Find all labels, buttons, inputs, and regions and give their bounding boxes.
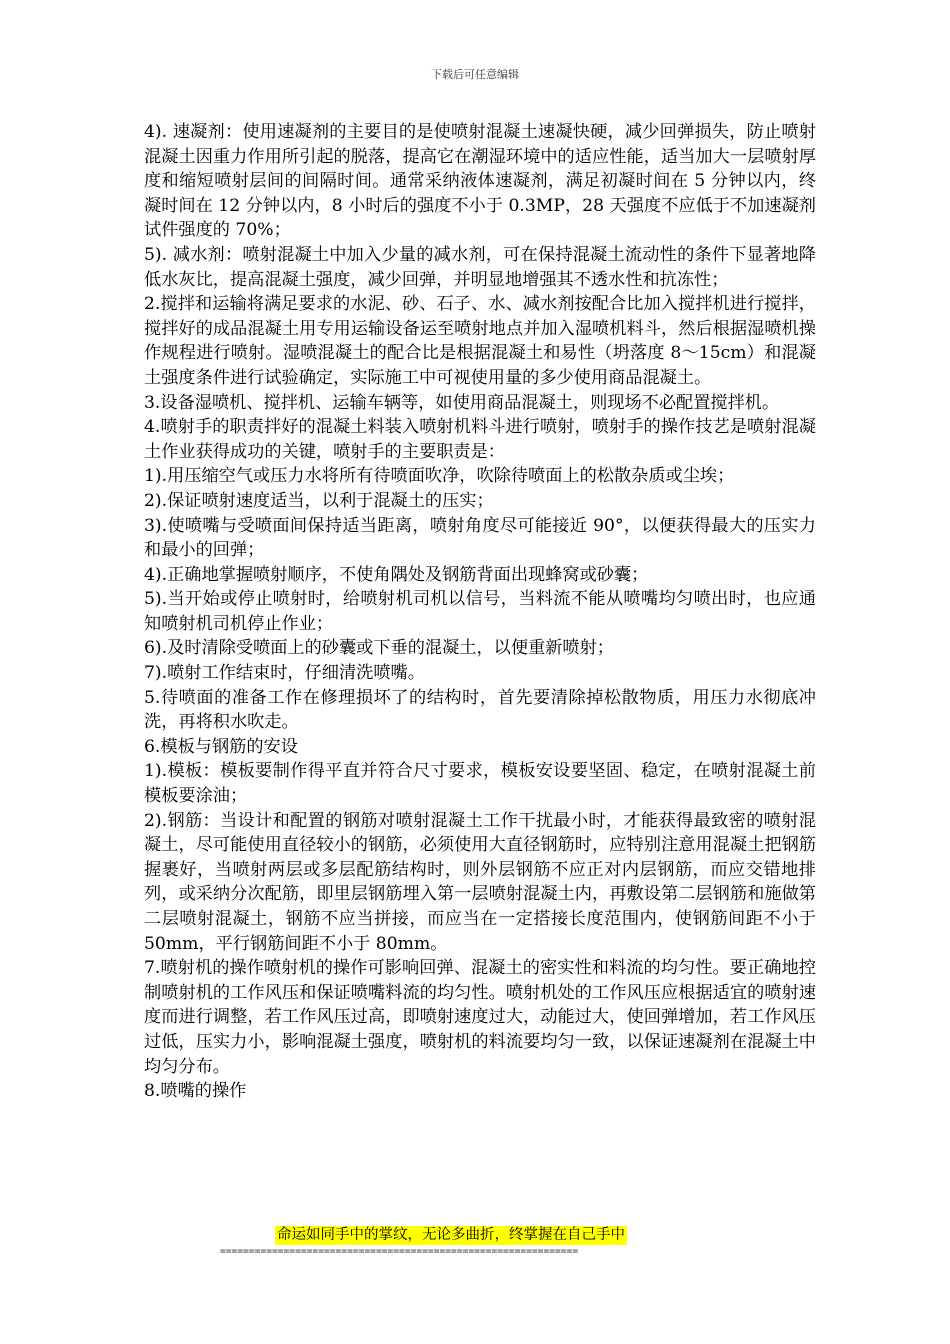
list-item-duty-4: 4).正确地掌握喷射顺序，不使角隅处及钢筋背面出现蜂窝或砂囊； [144, 564, 649, 585]
paragraph-mixing-transport: 2.搅拌和运输将满足要求的水泥、砂、石子、水、减水剂按配合比加入搅拌机进行搅拌，搅拌好的成品混凝土用专用运输设备运至喷射地点并加入湿喷机料斗，然后根据湿喷机操作规程进行喷射。湿喷混凝土的配合比是根据混凝土和易性（坍落度 8～15cm）和混凝土强度条件进行试验确定，实际施工中可视使用量的多少使用商品混凝土。 [144, 294, 816, 388]
footer-motto-banner: 命运如同手中的掌纹，无论多曲折，终掌握在自己手中 [277, 1227, 625, 1243]
section-heading-formwork-rebar: 6.模板与钢筋的安设 [144, 736, 298, 757]
paragraph-machine-operation: 7.喷射机的操作喷射机的操作可影响回弹、混凝土的密实性和料流的均匀性。要正确地控制喷射机的工作风压和保证喷嘴料流的均匀性。喷射机处的工作风压应根据适宜的喷射速度而进行调整，若工作风压过高，即喷射速度过大，动能过大，使回弹增加，若工作风压过低，压实力小，影响混凝土强度，喷射机的料流要均匀一致，以保证速凝剂在混凝土中均匀分布。 [144, 958, 816, 1077]
document-body [144, 120, 816, 1104]
paragraph-water-reducer: 5). 减水剂：喷射混凝土中加入少量的减水剂，可在保持混凝土流动性的条件下显著地降低水灰比，提高混凝土强度，减少回弹，并明显地增强其不透水性和抗冻性； [144, 244, 816, 290]
page-header: 下载后可任意编辑 [431, 68, 519, 81]
paragraph-nozzleman-duties: 4.喷射手的职责拌好的混凝土料装入喷射机料斗进行喷射，喷射手的操作技艺是喷射混凝土作业获得成功的关键，喷射手的主要职责是： [144, 417, 816, 462]
paragraph-surface-preparation: 5.待喷面的准备工作在修理损坏了的结构时，首先要清除掉松散物质，用压力水彻底冲洗，再将积水吹走。 [144, 687, 816, 733]
list-item-duty-6: 6).及时清除受喷面上的砂囊或下垂的混凝土，以便重新喷射； [144, 638, 614, 659]
list-item-duty-7: 7).喷射工作结束时，仔细清洗喷嘴。 [144, 663, 425, 684]
list-item-rebar: 2).钢筋：当设计和配置的钢筋对喷射混凝土工作干扰最小时，才能获得最致密的喷射混凝土，尽可能使用直径较小的钢筋，必须使用大直径钢筋时，应特别注意用混凝土把钢筋握裹好，当喷射两层或多层配筋结构时，则外层钢筋不应正对内层钢筋，而应交错地排列，或采纳分次配筋，即里层钢筋埋入第一层喷射混凝土内，再敷设第二层钢筋和施做第二层喷射混凝土，钢筋不应当拼接，而应当在一定搭接长度范围内，使钢筋间距不小于 50mm，平行钢筋间距不小于 80mm。 [144, 810, 816, 954]
list-item-duty-3: 3).使喷嘴与受喷面间保持适当距离，喷射角度尽可能接近 90°，以便获得最大的压实力和最小的回弹； [144, 515, 816, 561]
list-item-duty-5: 5).当开始或停止喷射时，给喷射机司机以信号，当料流不能从喷嘴均匀喷出时，也应通知喷射机司机停止作业； [144, 589, 816, 634]
footer-divider: ============================================================== [220, 1246, 579, 1257]
paragraph-equipment: 3.设备湿喷机、搅拌机、运输车辆等，如使用商品混凝土，则现场不必配置搅拌机。 [144, 392, 780, 413]
list-item-formwork: 1).模板：模板要制作得平直并符合尺寸要求，模板安设要坚固、稳定，在喷射混凝土前模板要涂油； [144, 761, 816, 807]
list-item-duty-2: 2).保证喷射速度适当，以利于混凝土的压实； [144, 490, 494, 511]
section-heading-nozzle-operation: 8.喷嘴的操作 [144, 1081, 247, 1102]
list-item-duty-1: 1).用压缩空气或压力水将所有待喷面吹净，吹除待喷面上的松散杂质或尘埃； [144, 466, 735, 487]
paragraph-accelerator: 4). 速凝剂：使用速凝剂的主要目的是使喷射混凝土速凝快硬，减少回弹损失，防止喷射混凝土因重力作用所引起的脱落，提高它在潮湿环境中的适应性能，适当加大一层喷射厚度和缩短喷射层间的间隔时间。通常采纳液体速凝剂，满足初凝时间在 5 分钟以内，终凝时间在 12 分钟以内，8 小时后的强度不小于 0.3MP，28 天强度不应低于不加速凝剂试件强度的 70%； [144, 122, 816, 241]
